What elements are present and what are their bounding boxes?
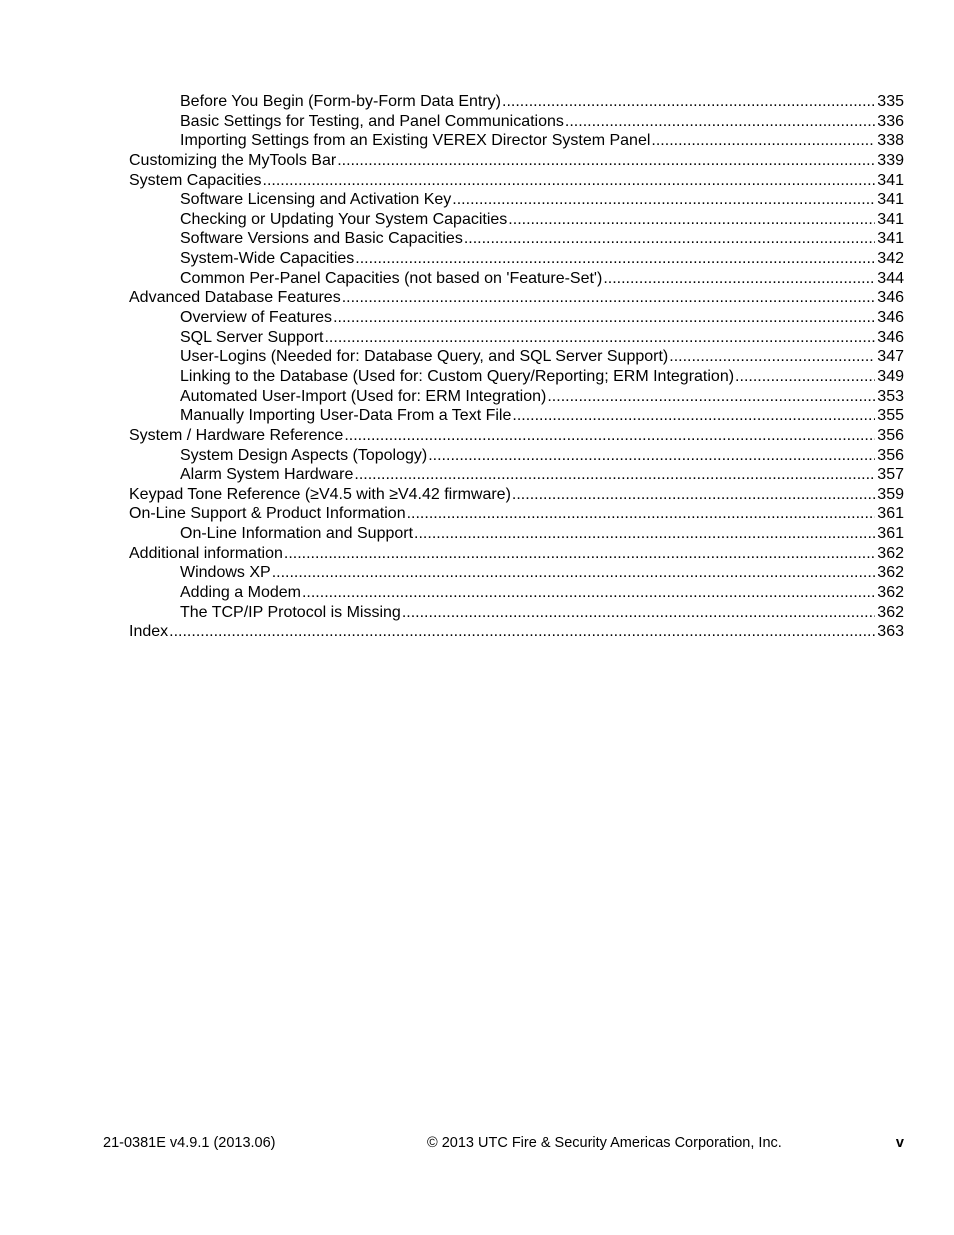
toc-leader-dots <box>355 249 875 269</box>
toc-entry[interactable] <box>129 92 904 112</box>
toc-leader-dots <box>344 426 875 446</box>
toc-leader-dots <box>342 288 876 308</box>
toc-entry[interactable] <box>129 465 904 485</box>
toc-entry[interactable] <box>129 367 904 387</box>
toc-entry-page: 362 <box>877 603 904 621</box>
toc-entry-title: Common Per-Panel Capacities (not based on 'Feature-Set') <box>180 269 603 287</box>
toc-entry-title: Before You Begin (Form-by-Form Data Entry) <box>180 93 502 110</box>
toc-entry[interactable] <box>129 229 904 249</box>
toc-entry[interactable] <box>129 308 904 328</box>
toc-entry[interactable] <box>129 190 904 210</box>
toc-entry-page: 347 <box>877 348 904 366</box>
toc-entry[interactable] <box>129 210 904 230</box>
toc-entry[interactable] <box>129 446 904 466</box>
toc-entry-page: 346 <box>877 309 904 327</box>
toc-entry-page: 361 <box>877 525 904 543</box>
toc-leader-dots <box>452 190 875 210</box>
toc-entry-title: On-Line Information and Support <box>180 525 414 543</box>
toc-leader-dots <box>302 583 875 603</box>
toc-entry[interactable] <box>129 387 904 407</box>
toc-entry-title: SQL Server Support <box>180 328 324 346</box>
toc-entry-page: 362 <box>877 544 904 562</box>
toc-entry-page: 363 <box>877 623 904 641</box>
table-of-contents <box>129 92 904 642</box>
toc-entry-title: Keypad Tone Reference (≥V4.5 with ≥V4.42 firmware) <box>129 485 511 503</box>
toc-entry-title: Automated User-Import (Used for: ERM Integration) <box>180 387 547 405</box>
toc-entry-title: Alarm System Hardware <box>180 466 354 484</box>
toc-leader-dots <box>735 367 875 387</box>
toc-entry-page: 341 <box>877 210 904 228</box>
toc-entry-page: 353 <box>877 387 904 405</box>
toc-leader-dots <box>402 603 875 623</box>
toc-entry-page: 362 <box>877 584 904 602</box>
toc-entry-title: Overview of Features <box>180 309 333 327</box>
toc-entry-title: User-Logins (Needed for: Database Query, and SQL Server Support) <box>180 348 669 366</box>
toc-entry-page: 344 <box>877 269 904 287</box>
toc-entry-title: System / Hardware Reference <box>129 426 344 444</box>
footer-copyright: © 2013 UTC Fire & Security Americas Corporation, Inc. <box>427 1135 782 1151</box>
toc-entry-page: 339 <box>877 151 904 169</box>
toc-entry-page: 356 <box>877 446 904 464</box>
toc-leader-dots <box>169 622 875 642</box>
toc-leader-dots <box>565 112 875 132</box>
toc-entry[interactable] <box>129 288 904 308</box>
toc-entry-page: 357 <box>877 466 904 484</box>
toc-leader-dots <box>512 485 875 505</box>
toc-entry-title: The TCP/IP Protocol is Missing <box>180 603 401 621</box>
toc-entry[interactable] <box>129 563 904 583</box>
toc-entry[interactable] <box>129 347 904 367</box>
toc-entry-title: Additional information <box>129 544 283 562</box>
toc-leader-dots <box>547 387 875 407</box>
toc-entry-title: System Design Aspects (Topology) <box>180 446 428 464</box>
toc-entry-page: 336 <box>877 112 904 130</box>
toc-leader-dots <box>651 131 875 151</box>
toc-entry-page: 349 <box>877 367 904 385</box>
toc-leader-dots <box>284 544 875 564</box>
toc-leader-dots <box>354 465 875 485</box>
toc-entry-page: 362 <box>877 564 904 582</box>
toc-entry[interactable] <box>129 151 904 171</box>
toc-leader-dots <box>508 210 875 230</box>
toc-entry-page: 341 <box>877 171 904 189</box>
toc-leader-dots <box>669 347 875 367</box>
toc-leader-dots <box>263 171 876 191</box>
toc-entry-title: Importing Settings from an Existing VEREX Director System Panel <box>180 132 651 150</box>
toc-leader-dots <box>272 563 876 583</box>
toc-leader-dots <box>407 504 876 524</box>
toc-entry-title: Customizing the MyTools Bar <box>129 151 337 169</box>
toc-entry-title: Windows XP <box>180 564 271 582</box>
footer-page-number: v <box>895 1135 904 1151</box>
toc-entry-page: 341 <box>877 191 904 209</box>
toc-leader-dots <box>428 446 875 466</box>
toc-leader-dots <box>512 406 875 426</box>
footer-document-id: 21-0381E v4.9.1 (2013.06) <box>103 1135 276 1151</box>
toc-entry-title: Software Versions and Basic Capacities <box>180 230 463 248</box>
toc-entry-page: 346 <box>877 328 904 346</box>
toc-leader-dots <box>324 328 875 348</box>
toc-leader-dots <box>464 229 875 249</box>
toc-leader-dots <box>414 524 875 544</box>
toc-leader-dots <box>502 92 875 112</box>
toc-entry[interactable] <box>129 485 904 505</box>
toc-entry-title: Adding a Modem <box>180 584 301 602</box>
toc-entry-page: 335 <box>877 93 904 110</box>
toc-entry-title: System Capacities <box>129 171 262 189</box>
toc-entry-title: Software Licensing and Activation Key <box>180 191 452 209</box>
toc-entry-page: 361 <box>877 505 904 523</box>
toc-entry-page: 338 <box>877 132 904 150</box>
toc-entry[interactable] <box>129 622 904 642</box>
toc-entry-title: On-Line Support & Product Information <box>129 505 406 523</box>
toc-entry[interactable] <box>129 328 904 348</box>
toc-entry-page: 359 <box>877 485 904 503</box>
toc-entry[interactable] <box>129 544 904 564</box>
toc-entry-page: 341 <box>877 230 904 248</box>
toc-entry-page: 355 <box>877 407 904 425</box>
toc-entry-title: Basic Settings for Testing, and Panel Communications <box>180 112 564 130</box>
page-footer <box>103 1133 904 1153</box>
toc-entry-title: System-Wide Capacities <box>180 250 355 268</box>
toc-entry[interactable] <box>129 249 904 269</box>
toc-entry-title: Linking to the Database (Used for: Custom Query/Reporting; ERM Integration) <box>180 367 735 385</box>
toc-entry-page: 342 <box>877 250 904 268</box>
toc-entry-title: Manually Importing User-Data From a Text File <box>180 407 512 425</box>
toc-leader-dots <box>333 308 875 328</box>
toc-entry[interactable] <box>129 583 904 603</box>
toc-entry[interactable] <box>129 171 904 191</box>
toc-entry[interactable] <box>129 406 904 426</box>
toc-entry[interactable] <box>129 603 904 623</box>
toc-entry[interactable] <box>129 504 904 524</box>
toc-leader-dots <box>603 269 875 289</box>
toc-entry[interactable] <box>129 524 904 544</box>
toc-entry[interactable] <box>129 131 904 151</box>
toc-entry-page: 346 <box>877 289 904 307</box>
toc-entry-page: 356 <box>877 426 904 444</box>
toc-entry-title: Checking or Updating Your System Capacities <box>180 210 508 228</box>
toc-entry[interactable] <box>129 426 904 446</box>
toc-entry[interactable] <box>129 112 904 132</box>
toc-entry[interactable] <box>129 269 904 289</box>
toc-leader-dots <box>337 151 875 171</box>
toc-entry-title: Index <box>129 623 169 641</box>
toc-entry-title: Advanced Database Features <box>129 289 341 307</box>
